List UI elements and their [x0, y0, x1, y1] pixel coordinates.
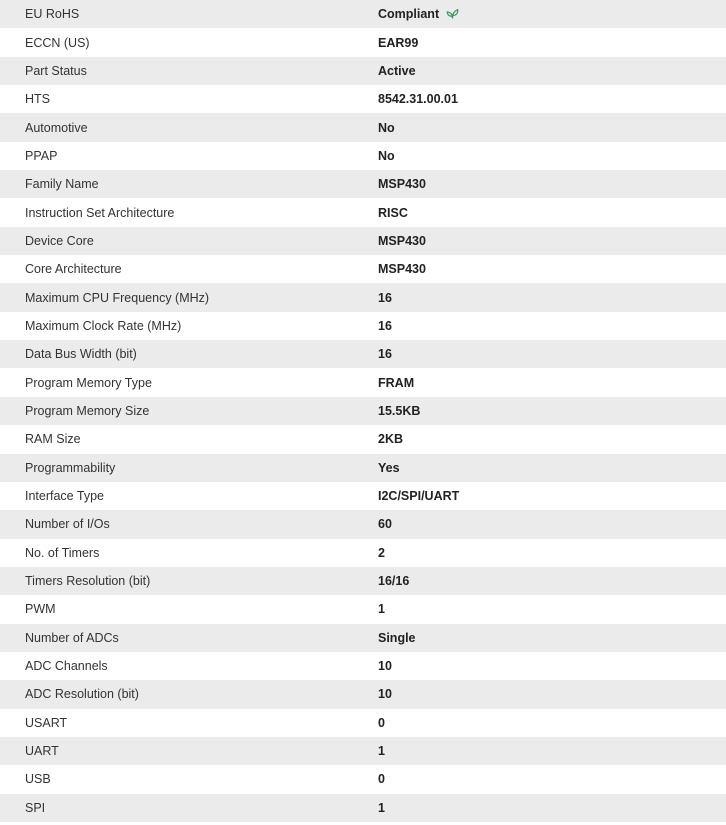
spec-name: RAM Size — [0, 425, 352, 453]
spec-value-cell — [352, 482, 726, 510]
spec-value: RISC — [378, 205, 408, 220]
spec-name: Timers Resolution (bit) — [0, 567, 352, 595]
spec-row — [0, 57, 726, 85]
spec-name: EU RoHS — [0, 0, 352, 28]
spec-value: Active — [378, 63, 416, 78]
spec-name: Data Bus Width (bit) — [0, 340, 352, 368]
spec-value: No — [378, 120, 395, 135]
spec-value-cell — [352, 425, 726, 453]
spec-name: PPAP — [0, 142, 352, 170]
spec-value-cell — [352, 170, 726, 198]
spec-name: Program Memory Size — [0, 397, 352, 425]
spec-value-cell — [352, 624, 726, 652]
spec-name: Instruction Set Architecture — [0, 198, 352, 226]
spec-value-cell — [352, 539, 726, 567]
spec-value-cell — [352, 198, 726, 226]
spec-value: MSP430 — [378, 177, 426, 192]
spec-value: 16 — [378, 318, 392, 333]
spec-value-cell — [352, 595, 726, 623]
spec-value-cell — [352, 652, 726, 680]
spec-value: MSP430 — [378, 262, 426, 277]
spec-name: Programmability — [0, 454, 352, 482]
spec-value: 1 — [378, 744, 385, 759]
spec-value: I2C/SPI/UART — [378, 489, 460, 504]
spec-row — [0, 397, 726, 425]
spec-value-cell — [352, 85, 726, 113]
spec-value-cell — [352, 794, 726, 822]
spec-value-cell — [352, 283, 726, 311]
spec-row — [0, 765, 726, 793]
spec-value: 15.5KB — [378, 403, 421, 418]
spec-value: EAR99 — [378, 35, 419, 50]
spec-value-cell — [352, 227, 726, 255]
spec-value: 16 — [378, 290, 392, 305]
spec-row — [0, 510, 726, 538]
spec-value: 10 — [378, 659, 392, 674]
spec-row — [0, 652, 726, 680]
spec-row — [0, 680, 726, 708]
spec-value: 1 — [378, 800, 385, 815]
spec-name: ECCN (US) — [0, 28, 352, 56]
spec-value: MSP430 — [378, 233, 426, 248]
spec-row — [0, 454, 726, 482]
spec-row — [0, 709, 726, 737]
spec-value: FRAM — [378, 375, 415, 390]
spec-value-cell — [352, 510, 726, 538]
spec-name: Automotive — [0, 113, 352, 141]
spec-name: Device Core — [0, 227, 352, 255]
spec-name: ADC Channels — [0, 652, 352, 680]
spec-name: UART — [0, 737, 352, 765]
spec-name: Maximum Clock Rate (MHz) — [0, 312, 352, 340]
spec-name: Number of ADCs — [0, 624, 352, 652]
spec-row — [0, 255, 726, 283]
spec-name: USB — [0, 765, 352, 793]
leaf-icon — [446, 8, 459, 19]
spec-value-cell — [352, 680, 726, 708]
spec-row — [0, 0, 726, 28]
spec-name: Part Status — [0, 57, 352, 85]
spec-value: 60 — [378, 517, 392, 532]
spec-value: 2KB — [378, 432, 404, 447]
spec-row — [0, 737, 726, 765]
spec-value: 1 — [378, 602, 385, 617]
spec-row — [0, 170, 726, 198]
spec-value: Compliant — [378, 7, 440, 22]
spec-name: Interface Type — [0, 482, 352, 510]
spec-value-cell — [352, 765, 726, 793]
spec-value-cell — [352, 368, 726, 396]
spec-value: Single — [378, 630, 416, 645]
spec-row — [0, 227, 726, 255]
spec-row — [0, 794, 726, 822]
spec-value-cell — [352, 255, 726, 283]
spec-value: Yes — [378, 460, 400, 475]
spec-value: 2 — [378, 545, 385, 560]
spec-value: 10 — [378, 687, 392, 702]
spec-value-cell — [352, 57, 726, 85]
spec-value: 16 — [378, 347, 392, 362]
spec-row — [0, 567, 726, 595]
spec-name: No. of Timers — [0, 539, 352, 567]
spec-name: Number of I/Os — [0, 510, 352, 538]
spec-name: Core Architecture — [0, 255, 352, 283]
spec-name: HTS — [0, 85, 352, 113]
spec-row — [0, 28, 726, 56]
spec-name: Family Name — [0, 170, 352, 198]
spec-row — [0, 340, 726, 368]
spec-value: No — [378, 148, 395, 163]
spec-value-cell — [352, 28, 726, 56]
spec-name: Maximum CPU Frequency (MHz) — [0, 283, 352, 311]
spec-row — [0, 198, 726, 226]
spec-value-cell — [352, 567, 726, 595]
spec-name: USART — [0, 709, 352, 737]
spec-value: 0 — [378, 715, 385, 730]
spec-row — [0, 312, 726, 340]
spec-value-cell — [352, 709, 726, 737]
spec-name: SPI — [0, 794, 352, 822]
spec-value-cell — [352, 0, 726, 28]
spec-name: ADC Resolution (bit) — [0, 680, 352, 708]
spec-value-cell — [352, 113, 726, 141]
spec-value-cell — [352, 397, 726, 425]
spec-value-cell — [352, 454, 726, 482]
spec-value-cell — [352, 737, 726, 765]
spec-row — [0, 85, 726, 113]
spec-name: Program Memory Type — [0, 368, 352, 396]
spec-row — [0, 624, 726, 652]
spec-row — [0, 283, 726, 311]
spec-row — [0, 113, 726, 141]
spec-row — [0, 539, 726, 567]
spec-row — [0, 482, 726, 510]
spec-row — [0, 425, 726, 453]
spec-value-cell — [352, 312, 726, 340]
spec-value-cell — [352, 142, 726, 170]
spec-value: 0 — [378, 772, 385, 787]
spec-row — [0, 368, 726, 396]
spec-row — [0, 142, 726, 170]
spec-row — [0, 595, 726, 623]
spec-value: 16/16 — [378, 574, 410, 589]
spec-value-cell — [352, 340, 726, 368]
spec-value: 8542.31.00.01 — [378, 92, 458, 107]
spec-name: PWM — [0, 595, 352, 623]
